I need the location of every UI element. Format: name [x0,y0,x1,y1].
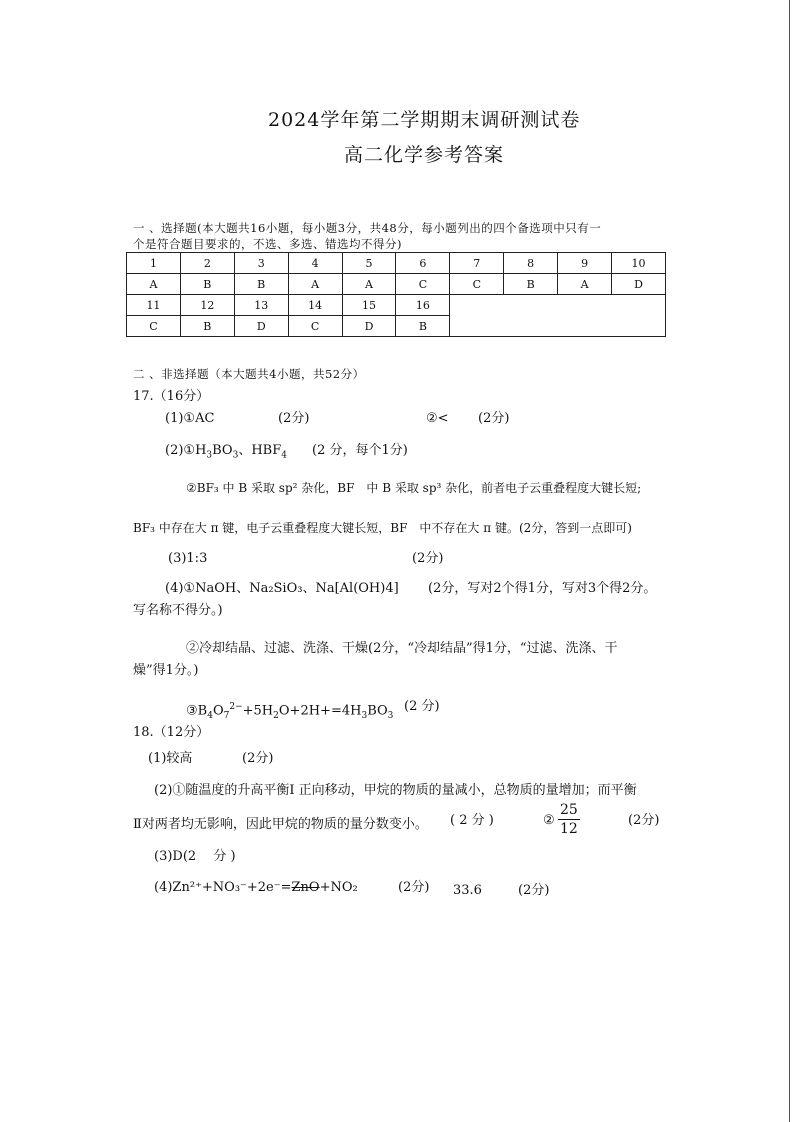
table-empty-cell [450,295,666,337]
subscript: 4 [281,450,287,461]
answer-table-row-numbers-1 [127,253,666,274]
table-cell: 4 [288,253,342,274]
table-cell: B [504,274,558,295]
q18-part1: (1)较高 [148,751,193,766]
table-cell: 16 [396,295,450,316]
q17-part4a-line2: 写名称不得分。) [133,603,223,618]
q18-part2b-score: (2分) [628,813,660,828]
fraction-numerator: 25 [560,802,578,818]
q17-part2-formula [165,443,287,464]
table-cell: A [127,274,181,295]
equation-text: O [212,703,224,719]
q18-part3: (3)D(2 分 ) [154,849,236,864]
table-cell: B [180,274,234,295]
q18-part2b-mark: ② [543,813,555,828]
answer-table [126,252,666,337]
table-cell: 5 [342,253,396,274]
section1-heading-line1: 一 、选择题(本大题共16小题，每小题3分，共48分，每小题列出的四个备选项中只有一 [133,221,602,235]
q17-part2-score: (2 分，每个1分) [312,443,408,458]
table-cell: C [127,316,181,337]
table-cell: 14 [288,295,342,316]
equation-text: ③B [186,703,208,719]
subscript: 4 [207,710,213,721]
q17-part1a-score: (2分) [278,411,310,426]
table-cell: 8 [504,253,558,274]
table-cell: A [288,274,342,295]
subscript: 3 [232,450,239,461]
formula-text: 、HBF [238,443,282,458]
q18-part2-score: ( 2 分 ) [450,813,494,828]
table-cell: A [342,274,396,295]
section1-heading-line2: 个是符合题目要求的，不选、多选、错选均不得分) [133,237,402,251]
page-subtitle: 高二化学参考答案 [344,144,505,166]
q17-part2b-line1: ②BF₃ 中 B 采取 sp² 杂化，BF 中 B 采取 sp³ 杂化，前者电子云重叠程度大键长短; [186,481,642,495]
subscript: 3 [387,710,394,721]
table-cell: 12 [180,295,234,316]
table-cell: C [396,274,450,295]
q18-part2-line1: (2)①随温度的升高平衡I 正向移动，甲烷的物质的量减小，总物质的量增加；而平衡 [154,783,637,798]
subscript: 3 [361,710,368,721]
q17-part4b-line2: 燥”得1分。) [133,663,199,678]
q17-part1b: ②< [426,411,449,426]
q18-part4-value: 33.6 [453,883,482,898]
struck-text: ZnO [291,880,320,895]
q17-part3-score: (2分) [412,551,444,566]
superscript: 2− [229,702,243,712]
q17-part4b-line1: ②冷却结晶、过滤、洗涤、干燥(2分，“冷却结晶”得1分，“过滤、洗涤、干 [186,641,618,656]
subscript: 7 [223,710,230,721]
equation-text: +5H [242,703,274,719]
q18-part4-score: (2分) [398,880,430,895]
table-cell: C [450,274,504,295]
table-cell: B [396,316,450,337]
table-cell: A [558,274,612,295]
table-cell: 13 [234,295,288,316]
q18-part4-value-score: (2分) [518,883,550,898]
fraction-denominator: 12 [560,821,578,837]
table-cell: D [342,316,396,337]
q17-part1a: (1)①AC [165,411,215,426]
formula-text: (2)①H [165,443,207,458]
table-cell: 10 [612,253,666,274]
q17-part4c-equation [186,699,393,724]
table-cell: D [234,316,288,337]
q18-fraction [558,801,580,838]
table-cell: 2 [180,253,234,274]
formula-text: BO [212,443,233,458]
table-cell: 7 [450,253,504,274]
subscript: 2 [273,710,279,721]
table-cell: 11 [127,295,181,316]
table-cell: 1 [127,253,181,274]
q17-part3: (3)1:3 [168,551,208,566]
table-cell: B [234,274,288,295]
section2-heading: 二 、非选择题（本大题共4小题，共52分） [133,367,365,381]
q17-part1b-score: (2分) [478,411,510,426]
q17-part4a-score: (2分，写对2个得1分，写对3个得2分。 [428,581,657,596]
equation-text: BO [367,703,388,719]
table-cell: 6 [396,253,450,274]
equation-text: +NO₂ [319,880,358,895]
q17-heading: 17.（16分） [133,389,210,404]
subscript: 3 [206,450,213,461]
table-cell: C [288,316,342,337]
answer-table-row-numbers-2 [127,295,666,316]
equation-text: O+2H+=4H [278,703,362,719]
page-edge-line [789,0,790,1122]
q17-part2b-line2: BF₃ 中存在大 π 键，电子云重叠程度大键长短，BF 中不存在大 π 键。(2分，答到一点即可) [133,521,632,535]
q17-part4c-score: (2 分) [404,699,440,714]
q18-part4-equation [154,880,358,896]
q18-heading: 18.（12分） [133,725,210,740]
table-cell: 9 [558,253,612,274]
table-cell: 15 [342,295,396,316]
page-title: 2024学年第二学期期末调研测试卷 [268,109,581,131]
q18-part1-score: (2分) [242,751,274,766]
q17-part4a: (4)①NaOH、Na₂SiO₃、Na[Al(OH)4] [165,581,399,596]
equation-text: (4)Zn²⁺+NO₃⁻+2e⁻= [154,880,292,895]
q18-part2-line2: Ⅱ对两者均无影响，因此甲烷的物质的量分数变小。 [133,817,428,832]
table-cell: 3 [234,253,288,274]
table-cell: B [180,316,234,337]
answer-table-row-answers-1 [127,274,666,295]
table-cell: D [612,274,666,295]
